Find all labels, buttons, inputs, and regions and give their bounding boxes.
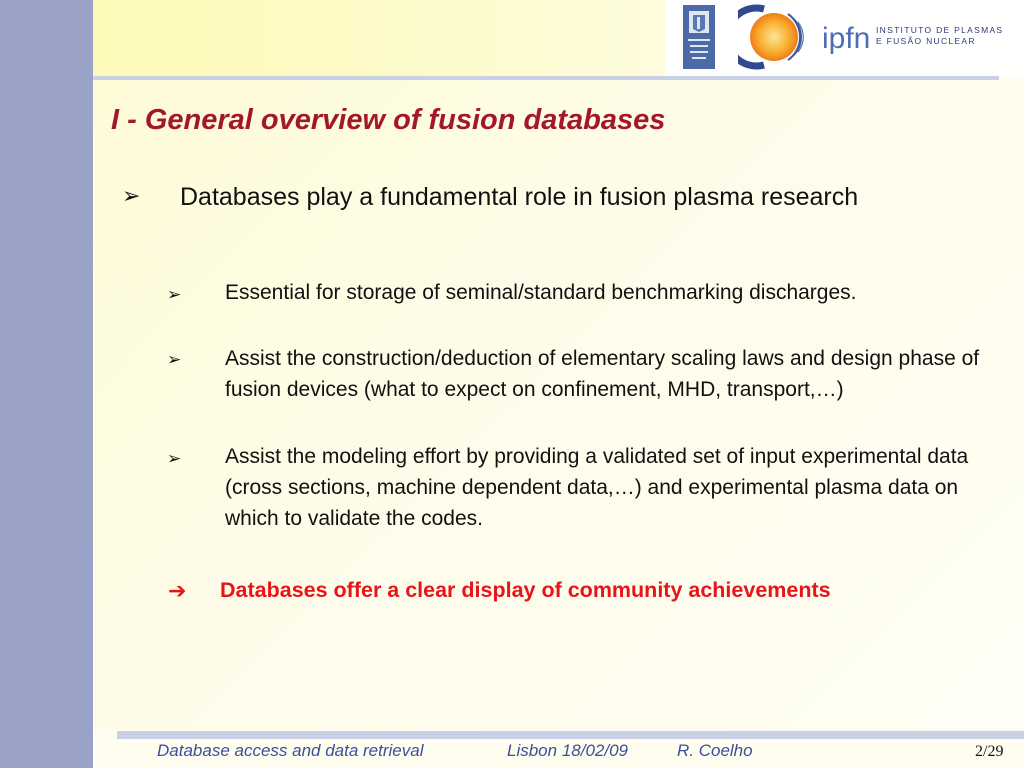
footer-rule (117, 731, 1024, 739)
header-rule (93, 76, 999, 80)
footer-place-date: Lisbon 18/02/09 (507, 741, 628, 760)
arrowhead-bullet-icon: ➢ (122, 183, 141, 208)
arrowhead-bullet-icon: ➢ (167, 285, 182, 304)
ist-logo-icon (683, 5, 715, 69)
ipfn-ring-logo-icon (738, 4, 804, 70)
institution-name (876, 25, 1003, 47)
conclusion-text: Databases offer a clear display of community achievements (220, 578, 831, 602)
sub-bullet-3-text: Assist the modeling effort by providing a validated set of input experimental data (cross sections, machine dependent data,…) and experimental plasma data on which to validate the codes. (225, 445, 969, 530)
arrowhead-bullet-icon: ➢ (167, 449, 182, 468)
right-arrow-icon: ➔ (168, 578, 187, 603)
institution-name-line2: E FUSÃO NUCLEAR (876, 36, 976, 46)
institution-name-line1: INSTITUTO DE PLASMAS (876, 25, 1004, 35)
sub-bullet-2-text: Assist the construction/deduction of elementary scaling laws and design phase of fusion devices (what to expect on confinement, MHD, transport,…) (225, 347, 980, 401)
content-background (93, 80, 1024, 730)
footer-author: R. Coelho (677, 741, 753, 760)
footer-talk-title: Database access and data retrieval (157, 741, 424, 760)
slide-title: I - General overview of fusion databases (111, 104, 666, 136)
ipfn-wordmark: ipfn (822, 22, 871, 55)
page-number: 2/29 (975, 743, 1004, 760)
left-decorative-band (0, 0, 93, 768)
sub-bullet-1-text: Essential for storage of seminal/standard benchmarking discharges. (225, 281, 857, 304)
arrowhead-bullet-icon: ➢ (167, 350, 182, 369)
main-bullet-text: Databases play a fundamental role in fusion plasma research (180, 183, 859, 211)
